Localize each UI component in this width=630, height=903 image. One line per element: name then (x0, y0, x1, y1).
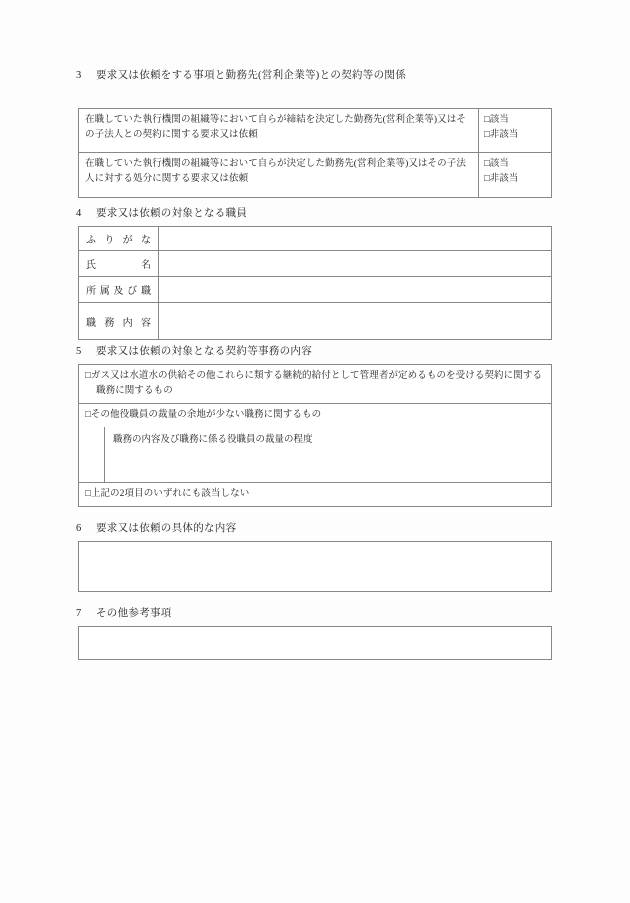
field-furigana[interactable] (159, 227, 551, 250)
section-5-number: 5 (76, 346, 82, 357)
section-7-answer-field[interactable] (78, 626, 552, 660)
field-name[interactable] (159, 251, 551, 276)
section-3-row-2-options (479, 153, 551, 197)
section-6-answer-field[interactable] (78, 541, 552, 592)
section-5-title: 要求又は依頼の対象となる契約等事務の内容 (96, 346, 312, 357)
section-3-table (78, 108, 552, 198)
table-row (79, 365, 551, 404)
section-5-heading (76, 345, 312, 359)
table-row (79, 483, 551, 506)
checkbox-item-low-discretion-duty[interactable]: □その他役職員の裁量の余地が少ない職務に関するもの (85, 410, 322, 420)
section-6-number: 6 (76, 523, 82, 534)
section-6-title: 要求又は依頼の具体的な内容 (96, 523, 237, 534)
section-7-number: 7 (76, 608, 82, 619)
table-row (79, 404, 551, 427)
table-row (79, 303, 551, 339)
section-3-row-1-text: 在職していた執行機関の組織等において自らが締結を決定した勤務先(営利企業等)又はその子法人との契約に関する要求又は依頼 (79, 109, 479, 152)
section-3-row-1-options (479, 109, 551, 152)
label-name: 氏 名 (79, 251, 159, 276)
section-3-row-2-text: 在職していた執行機関の組織等において自らが決定した勤務先(営利企業等)又はその子法人に対する処分に関する要求又は依頼 (79, 153, 479, 197)
section-7-title: その他参考事項 (96, 608, 172, 619)
section-6-heading (76, 522, 236, 536)
label-affiliation-and-post: 所 属 及 び 職 (79, 277, 159, 302)
table-row (79, 109, 551, 153)
section-4-heading (76, 207, 247, 221)
subbox-label: 職務の内容及び職務に係る役職員の裁量の程度 (113, 435, 313, 445)
section-5-subbox-inner[interactable] (104, 427, 551, 482)
field-job-description[interactable] (159, 303, 551, 339)
checkbox-item-none-of-above[interactable]: □上記の2項目のいずれにも該当しない (85, 489, 250, 499)
section-3-heading (76, 69, 406, 83)
checkbox-applicable[interactable]: □該当 (484, 159, 509, 169)
table-row (79, 251, 551, 277)
section-3-title: 要求又は依頼をする事項と勤務先(営利企業等)との契約等の関係 (96, 70, 406, 81)
table-row (79, 277, 551, 303)
table-row (79, 153, 551, 197)
checkbox-item-gas-water-supply[interactable]: □ガス又は水道水の供給その他これらに類する継続的給付として管理者が定めるものを受ける契約に関する職務に関するもの (85, 371, 543, 396)
section-5-table (78, 364, 552, 507)
label-job-description: 職 務 内 容 (79, 303, 159, 339)
label-furigana: ふ り が な (79, 227, 159, 250)
section-4-number: 4 (76, 208, 82, 219)
checkbox-applicable[interactable]: □該当 (484, 115, 509, 125)
table-row (79, 227, 551, 251)
section-4-title: 要求又は依頼の対象となる職員 (96, 208, 248, 219)
section-5-subbox (79, 427, 551, 483)
field-affiliation-and-post[interactable] (159, 277, 551, 302)
section-4-table (78, 226, 552, 340)
checkbox-not-applicable[interactable]: □非該当 (484, 174, 519, 184)
section-7-heading (76, 607, 172, 621)
section-3-number: 3 (76, 70, 82, 81)
checkbox-not-applicable[interactable]: □非該当 (484, 130, 519, 140)
